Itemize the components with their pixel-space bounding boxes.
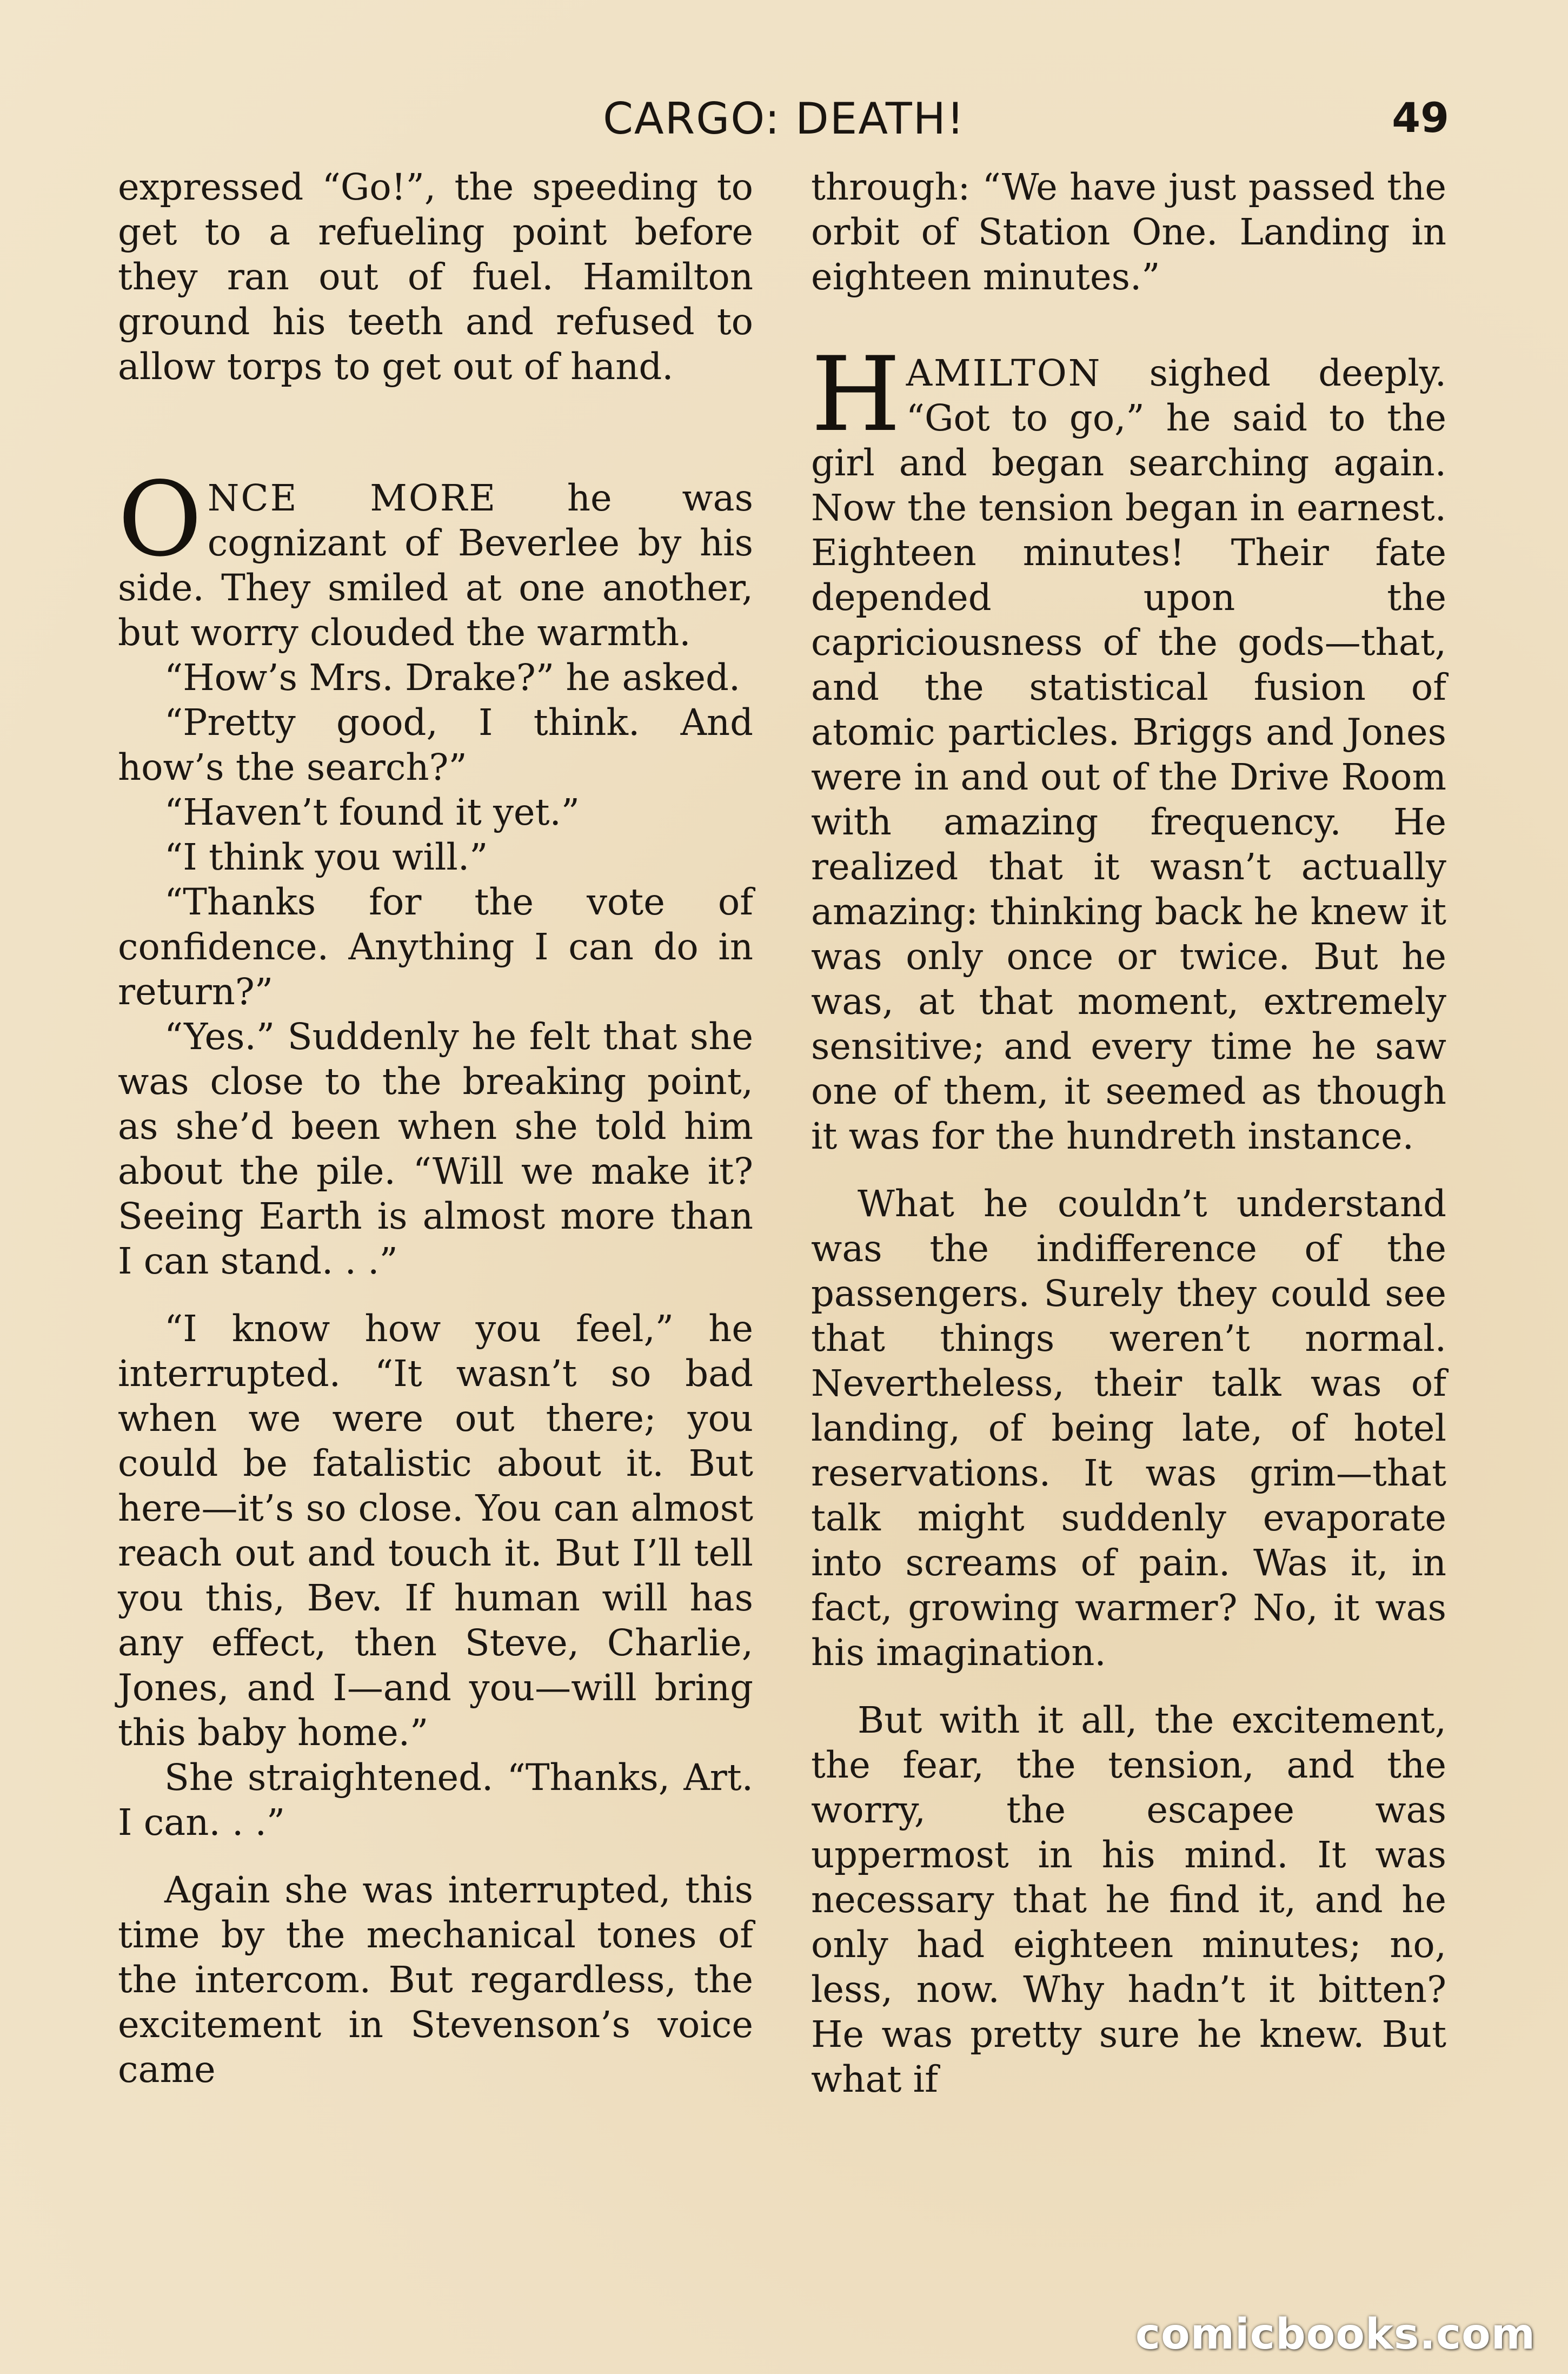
paragraph: “I know how you feel,” he interrupted. “It wasn’t so bad when we were out there; you could be fatalistic about it. But here—it’s so close. You can almost reach out and touch it. But I’ll tell you this, Bev. If human will has any effect, then Steve, Charlie, Jones, and I—and you—will bring this baby home.” <box>118 1308 753 1754</box>
paragraph: “Haven’t found it yet.” <box>164 791 580 833</box>
paragraph-text: he was cognizant of Beverlee by his side. They smiled at one another, but worry clouded the warmth. <box>118 477 754 654</box>
drop-cap: H <box>811 335 901 454</box>
section-lead-words: NCE MORE <box>207 477 497 519</box>
paragraph: “Pretty good, I think. And how’s the search?” <box>118 701 753 788</box>
section-opening-paragraph <box>118 460 754 655</box>
paragraph: “I think you will.” <box>164 836 488 878</box>
paragraph: expressed “Go!”, the speeding to get to a refueling point before they ran out of fuel. Hamilton ground his teeth and refused to allow torps to get out of hand. <box>118 166 753 388</box>
paragraph: “Yes.” Suddenly he felt that she was close to the breaking point, as she’d been when she told him about the pile. “Will we make it? Seeing Earth is almost more than I can stand. . .” <box>118 1016 753 1282</box>
section-lead-words: AMILTON <box>906 352 1102 394</box>
drop-cap: O <box>118 460 202 579</box>
paragraph: But with it all, the excitement, the fear, the tension, and the worry, the escapee was uppermost in his mind. It was necessary that he find it, and he only had eighteen minutes; no, less, now. Why hadn’t it bitten? He was pretty sure he knew. But what if <box>811 1699 1446 2100</box>
left-column <box>118 165 753 2092</box>
paragraph: She straightened. “Thanks, Art. I can. . .” <box>118 1756 753 1844</box>
paragraph: “How’s Mrs. Drake?” he asked. <box>164 657 741 699</box>
right-column <box>811 165 1446 2102</box>
page-number: 49 <box>1392 94 1449 142</box>
paragraph: Again she was interrupted, this time by the mechanical tones of the intercom. But regardless, the excitement in Stevenson’s voice came <box>118 1869 753 2091</box>
paragraph: “Thanks for the vote of confidence. Anything I can do in return?” <box>118 881 753 1013</box>
paragraph: through: “We have just passed the orbit of Station One. Landing in eighteen minutes.” <box>811 166 1446 298</box>
page-header <box>0 89 1568 154</box>
running-title: CARGO: DEATH! <box>603 94 965 144</box>
paragraph: What he couldn’t understand was the indifference of the passengers. Surely they could see that things weren’t normal. Nevertheless, their talk was of landing, of being late, of hotel reservations. It was grim—that talk might suddenly evaporate into screams of pain. Was it, in fact, growing warmer? No, it was his imagination. <box>811 1183 1446 1674</box>
paragraph-text: sighed deeply. “Got to go,” he said to the girl and began searching again. Now the tension began in earnest. Eighteen minutes! Their fate depended upon the capriciousness of the gods—that, and the statistical fusion of atomic particles. Briggs and Jones were in and out of the Drive Room with amazing frequency. He realized that it wasn’t actually amazing: thinking back he knew it was only once or twice. But he was, at that moment, extremely sensitive; and every time he saw one of them, it seemed as though it was for the hundreth instance. <box>811 352 1446 1157</box>
section-opening-paragraph <box>811 335 1446 1159</box>
watermark: comicbooks.com <box>1135 2310 1536 2359</box>
